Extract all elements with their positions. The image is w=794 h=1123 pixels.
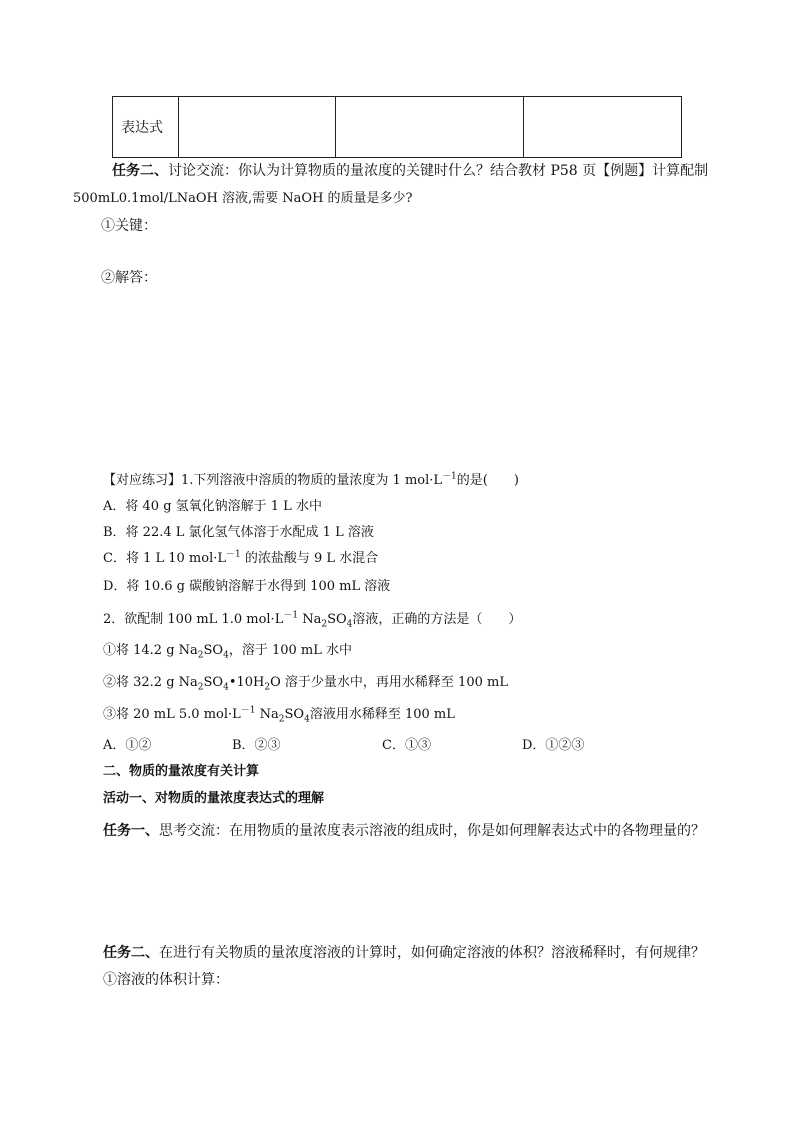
q2-choice-d: D．①②③ (522, 738, 585, 753)
table-cell (179, 97, 335, 158)
table-cell (523, 97, 681, 158)
q2-choice-c: C．①③ (382, 738, 431, 753)
key-label: ①关键： (101, 218, 157, 234)
q1-option-c: C．将 1 L 10 $mol\cdot L^{-1}$ 的浓盐酸与 9 L 水混合 (103, 549, 379, 566)
answer-label: ②解答： (101, 270, 157, 286)
q2-choice-a: A．①② (103, 738, 152, 753)
practice-q1: 【对应练习】1.下列溶液中溶质的物质的量浓度为 1 $mol\cdot L^{-1}$的是( ) (103, 471, 519, 488)
q2-choice-b: B．②③ (232, 738, 281, 753)
volume-calc-label: ①溶液的体积计算： (103, 972, 229, 988)
expression-table (112, 96, 682, 158)
task2-discuss-line1 (112, 160, 708, 180)
task2-discuss-line2: 500mL0.1mol/LNaOH 溶液,需要 NaOH 的质量是多少? (73, 191, 413, 206)
q2-statement-2: ②将 32.2 g $Na_2SO_4•10H_2O$ 溶于少量水中，再用水稀释至 100 mL (103, 675, 508, 693)
section2-task2: 任务二、在进行有关物质的量浓度溶液的计算时，如何确定溶液的体积？溶液稀释时，有何规律？ (103, 945, 705, 961)
section2-task1: 任务一、思考交流：在用物质的量浓度表示溶液的组成时，你是如何理解表达式中的各物理量的？ (103, 823, 705, 839)
task-lead: 任务二、 (112, 163, 168, 179)
q2-statement-3: ③将 20 mL 5.0 $mol\cdot L^{-1}$ $Na_2SO_4$溶液用水稀释至 100 mL (103, 705, 455, 725)
practice-q2: 2．欲配制 100 mL 1.0 $mol\cdot L^{-1}$ $Na_2SO_4$溶液，正确的方法是（ ） (103, 610, 522, 630)
table-cell-expression-label: 表达式 (113, 97, 179, 158)
q2-statement-1: ①将 14.2 g $Na_2SO_4$，溶于 100 mL 水中 (103, 643, 353, 661)
table-cell (335, 97, 523, 158)
activity-heading: 活动一、对物质的量浓度表达式的理解 (103, 791, 325, 806)
q1-option-b: B．将 22.4 L 氯化氢气体溶于水配成 1 L 溶液 (103, 525, 374, 540)
q1-option-a: A．将 40 g 氢氧化钠溶解于 1 L 水中 (103, 499, 322, 514)
section-heading: 二、物质的量浓度有关计算 (103, 764, 260, 779)
task-text: 讨论交流：你认为计算物质的量浓度的关键时什么？结合教材 P58 页【例题】计算配制 (168, 163, 709, 179)
q1-option-d: D．将 10.6 g 碳酸钠溶解于水得到 100 mL 溶液 (103, 579, 391, 594)
